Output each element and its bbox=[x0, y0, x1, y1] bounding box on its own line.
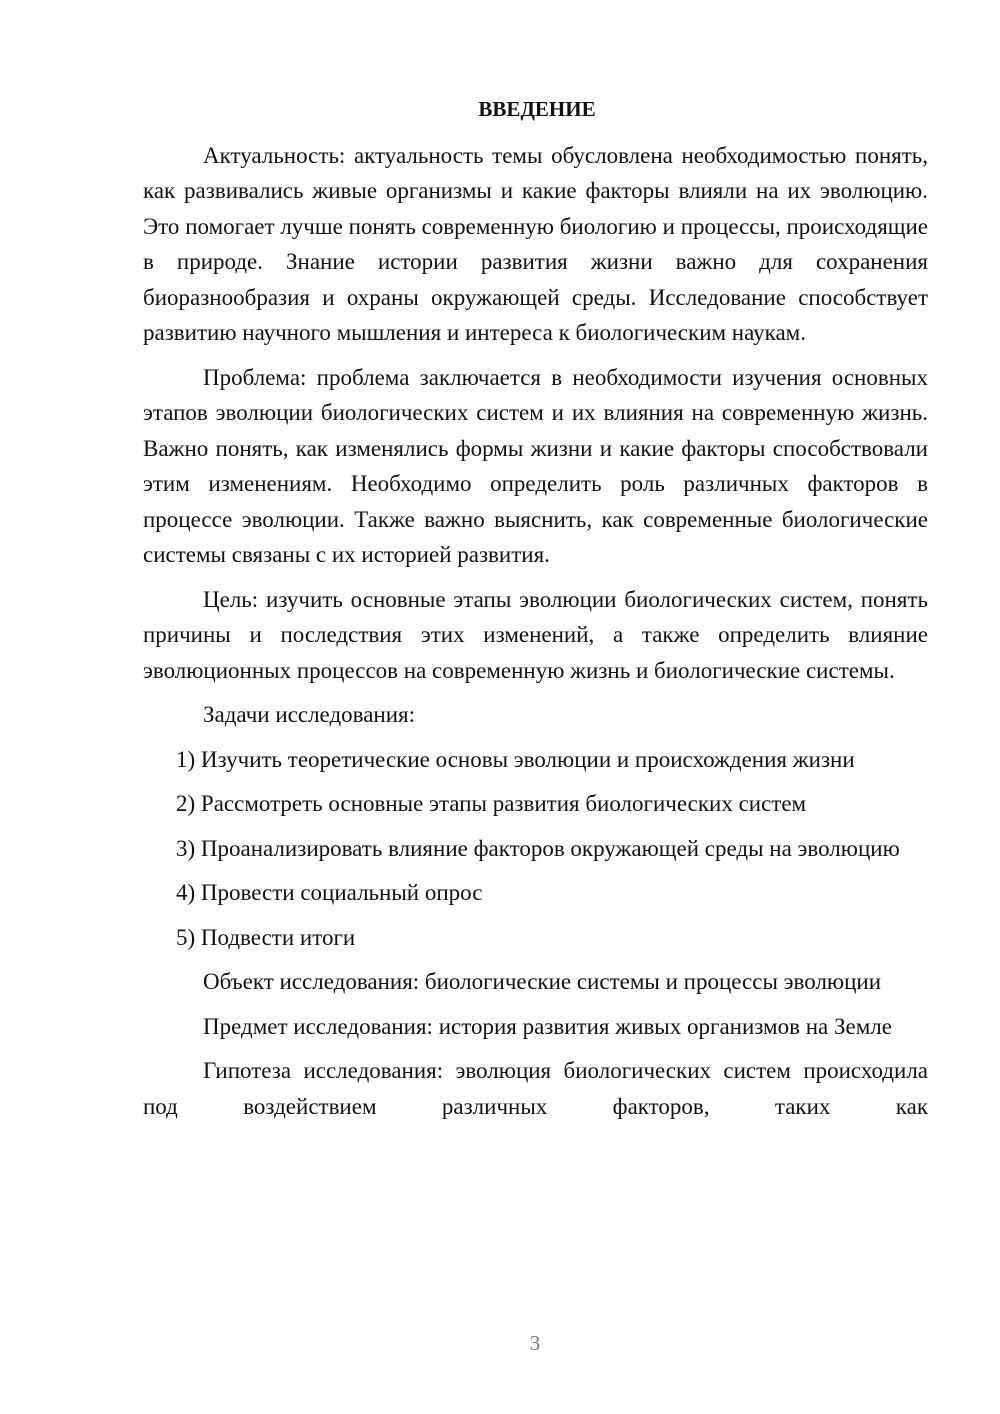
subject-paragraph: Предмет исследования: история развития живых организмов на Земле bbox=[203, 1013, 892, 1039]
object-paragraph: Объект исследования: биологические системы и процессы эволюции bbox=[203, 969, 882, 994]
hypothesis-paragraph: Гипотеза исследования: эволюция биологических систем происходила под воздействием различных факторов, таких как bbox=[143, 1058, 928, 1119]
task-item: 1) Изучить теоретические основы эволюции и происхождения жизни bbox=[176, 746, 855, 772]
section-title: ВВЕДЕНИЕ bbox=[478, 97, 596, 121]
task-item: 4) Провести социальный опрос bbox=[176, 880, 483, 905]
task-item: 2) Рассмотреть основные этапы развития биологических систем bbox=[176, 791, 807, 816]
page-number: 3 bbox=[529, 1331, 541, 1355]
problem-paragraph: Проблема: проблема заключается в необходимости изучения основных этапов эволюции биологических систем и их влияния на современную жизнь. Важно понять, как изменялись формы жизни и какие факторы способствовали этим изменениям. Необходимо определить роль различных факторов в процессе эволюции. Также важно выяснить, как современные биологические системы связаны с их историей развития. bbox=[143, 364, 928, 567]
task-item: 3) Проанализировать влияние факторов окружающей среды на эволюцию bbox=[176, 835, 900, 861]
task-item: 5) Подвести итоги bbox=[176, 924, 356, 950]
tasks-heading: Задачи исследования: bbox=[203, 702, 416, 727]
page-body bbox=[143, 92, 928, 1124]
relevance-paragraph: Актуальность: актуальность темы обусловлена необходимостью понять, как развивались живые организмы и какие факторы влияли на их эволюцию. Это помогает лучше понять современную биологию и процессы, происходящие в природе. Знание истории развития жизни важно для сохранения биоразнообразия и охраны окружающей среды. Исследование способствует развитию научного мышления и интереса к биологическим наукам. bbox=[143, 142, 928, 345]
goal-paragraph: Цель: изучить основные этапы эволюции биологических систем, понять причины и последствия этих изменений, а также определить влияние эволюционных процессов на современную жизнь и биологические системы. bbox=[143, 586, 928, 683]
